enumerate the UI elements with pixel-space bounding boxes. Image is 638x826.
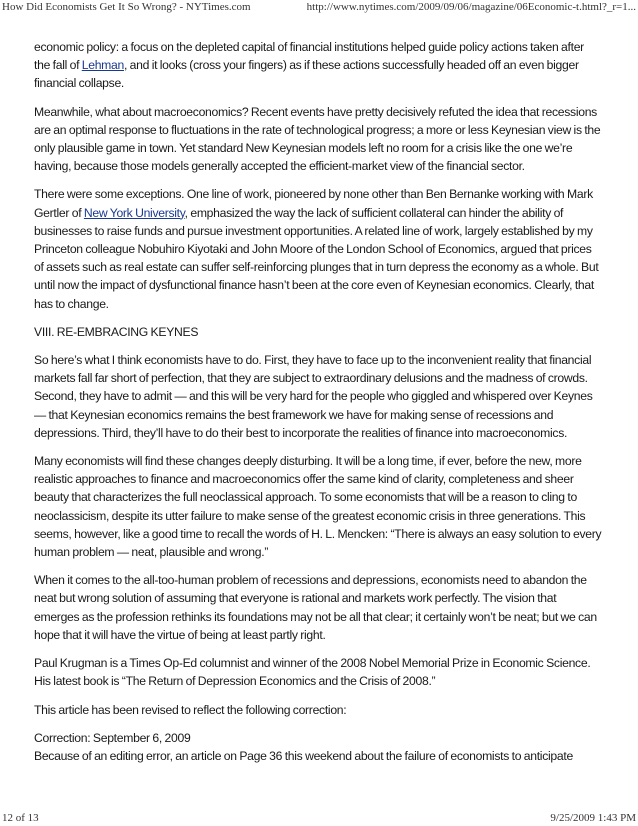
correction-title: Correction: September 6, 2009	[34, 730, 191, 745]
print-header	[0, 1, 638, 13]
section-heading: VIII. RE-EMBRACING KEYNES	[34, 324, 199, 339]
page-url: http://www.nytimes.com/2009/09/06/magazine/06Economic-t.html?_r=1...	[306, 1, 636, 13]
print-timestamp: 9/25/2009 1:43 PM	[550, 812, 636, 824]
paragraph: Meanwhile, what about macroeconomics? Recent events have pretty decisively refuted the idea that recessions are an optimal response to fluctuations in the rate of technological progress; a more or less Keynesian view is the only plausible game in town. Yet standard New Keynesian models left no room for a crisis like the one we’re having, because those models generally accepted the efficient-market view of the financial sector.	[34, 104, 601, 174]
page-number: 12 of 13	[2, 812, 39, 824]
article-body	[34, 38, 602, 775]
paragraph: There were some exceptions. One line of work, pioneered by none other than Ben Bernanke working with Mark Gertler of New York University, emphasized the way the lack of sufficient collateral can hinder the ability of businesses to raise funds and pursue investment opportunities. A related line of work, largely established by my Princeton colleague Nobuhiro Kiyotaki and John Moore of the London School of Economics, argued that prices of assets such as real estate can suffer self-reinforcing plunges that in turn depress the economy as a whole. But until now the impact of dysfunctional finance hasn’t been at the core even of Keynesian economics. Clearly, that has to change.	[34, 187, 599, 311]
paragraph: economic policy: a focus on the depleted capital of financial institutions helped guide policy actions taken after the fall of Lehman, and it looks (cross your fingers) as if these actions successfully headed off an even bigger financial collapse.	[34, 40, 584, 91]
paragraph: When it comes to the all-too-human problem of recessions and depressions, economists need to abandon the neat but wrong solution of assuming that everyone is rational and markets work perfectly. The vision that emerges as the profession rethinks its foundations may not be all that clear; it certainly won’t be neat; but we can hope that it will have the virtue of being at least partly right.	[34, 573, 597, 642]
correction-text: Because of an editing error, an article on Page 36 this weekend about the failure of economists to anticipate	[34, 748, 573, 763]
paragraph: So here’s what I think economists have to do. First, they have to face up to the inconvenient reality that financial markets fall far short of perfection, that they are subject to extraordinary delusions and the madness of crowds. Second, they have to admit — and this will be very hard for the people who giggled and whispered over Keynes — that Keynesian economics remains the best framework we have for making sense of recessions and depressions. Third, they’ll have to do their best to incorporate the realities of finance into macroeconomics.	[34, 353, 593, 440]
nyu-link[interactable]: New York University	[83, 205, 185, 220]
paragraph: Many economists will find these changes deeply disturbing. It will be a long time, if ever, before the new, more realistic approaches to finance and macroeconomics offer the same kind of clarity, completeness and sheer beauty that characterizes the full neoclassical approach. To some economists that will be a reason to cling to neoclassicism, despite its utter failure to make sense of the greatest economic crisis in three generations. This seems, however, like a good time to recall the words of H. L. Mencken: “There is always an easy solution to every human problem — neat, plausible and wrong.”	[34, 454, 602, 560]
lehman-link[interactable]: Lehman	[81, 58, 124, 73]
page-title: How Did Economists Get It So Wrong? - NYTimes.com	[2, 1, 251, 13]
author-bio: Paul Krugman is a Times Op-Ed columnist and winner of the 2008 Nobel Memorial Prize in Economic Science. His latest book is “The Return of Depression Economics and the Crisis of 2008.”	[34, 656, 591, 689]
revision-note: This article has been revised to reflect the following correction:	[34, 702, 347, 717]
print-footer	[0, 812, 638, 824]
